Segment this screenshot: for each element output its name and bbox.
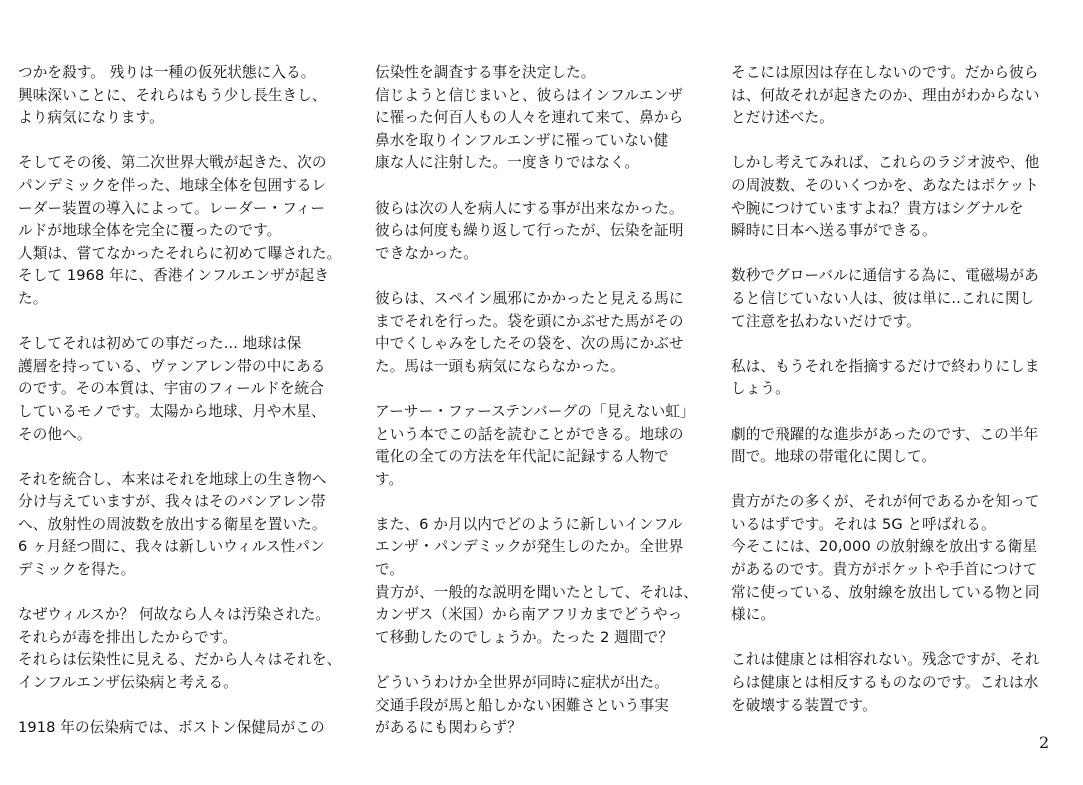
- paragraph: これは健康とは相容れない。残念ですが、それ らは健康とは相反するものなのです。これは水 を破壊する装置です。: [731, 651, 1040, 714]
- paragraph: 1918 年の伝染病では、ボストン保健局がこの: [18, 719, 325, 737]
- text-column-3: [731, 62, 1071, 717]
- text-column-1: [18, 62, 358, 740]
- paragraph: 伝染性を調査する事を決定した。 信じようと信じまいと、彼らはインフルエンザ に罹った何百人もの人々を連れて来て、鼻から 鼻水を取りインフルエンザに罹っていない健 康な人に注射した。一度きりではなく。: [375, 64, 684, 172]
- paragraph: 劇的で飛躍的な進歩があったのです、この半年 間で。地球の帯電化に関して。: [731, 425, 1039, 466]
- paragraph: 私は、もうそれを指摘するだけで終わりにしま しょう。: [731, 357, 1040, 398]
- paragraph: 彼らは、スペイン風邪にかかったと見える馬に までそれを行った。袋を頭にかぶせた馬がその 中でくしゃみをしたその袋を、次の馬にかぶせ た。馬は一頭も病気にならなかった。: [375, 289, 684, 375]
- paragraph: つかを殺す。 残りは一種の仮死状態に入る。 興味深いことに、それらはもう少し長生きし、 より病気になります。: [18, 64, 327, 127]
- paragraph: そしてそれは初めての事だった... 地球は保 護層を持っている、ヴァンアレン帯の中にある のです。その本質は、宇宙のフィールドを統合 しているモノです。太陽から地球、月や木星、 その他へ。: [18, 335, 326, 443]
- paragraph: しかし考えてみれば、これらのラジオ波や、他 の周波数、そのいくつかを、あなたはポケット や腕につけていますよね？貴方はシグナルを 瞬時に日本へ送る事ができる。: [731, 154, 1040, 240]
- paragraph: 彼らは次の人を病人にする事が出来なかった。 彼らは何度も繰り返して行ったが、伝染を証明 できなかった。: [375, 199, 684, 262]
- page-number: 2: [1039, 733, 1050, 752]
- paragraph: どういうわけか全世界が同時に症状が出た。 交通手段が馬と船しかない困難さという事実 があるにも関わらず？: [375, 674, 669, 737]
- paragraph: 数秒でグローバルに通信する為に、電磁場があ ると信じていない人は、彼は単に..これに関し て注意を払わないだけです。: [731, 267, 1039, 330]
- paragraph: それを統合し、本来はそれを地球上の生き物へ 分け与えていますが、我々はそのバンアレン帯 へ、放射性の周波数を放出する衛星を置いた。 6 ヶ月経つ間に、我々は新しいウィルス性パン デミックを得た。: [18, 470, 327, 579]
- paragraph: 貴方がたの多くが、それが何であるかを知って いるはずです。それは 5G と呼ばれる。 今そこには、20,000 の放射線を放出する衛星 があるのです。貴方がポケットや手首につけて 常に使っている、放射線を放出している物と同 様に。: [731, 493, 1040, 624]
- paragraph: そしてその後、第二次世界大戦が起きた、次の パンデミックを伴った、地球全体を包囲するレ ーダー装置の導入によって。レーダー・フィー ルドが地球全体を完全に覆ったのです。 人類は、嘗てなかったそれらに初めて曝された。 そして 1968 年に、香港インフルエンザが起き た。: [18, 154, 342, 307]
- paragraph: なぜウィルスか？ 何故なら人々は汚染された。 それらが毒を排出したからです。 それらは伝染性に見える、だから人々はそれを、 インフルエンザ伝染病と考える。: [18, 606, 342, 692]
- paragraph: また、6 か月以内でどのように新しいインフル エンザ・パンデミックが発生しのたか。全世界 で。 貴方が、一般的な説明を聞いたとして、それは、 カンザス（米国）から南アフリカまでどうやっ て移動したのでしょうか。たった 2 週間で？: [375, 515, 698, 646]
- paragraph: アーサー・ファーステンバーグの「見えない虹」 という本でこの話を読むことができる。地球の 電化の全ての方法を年代記に記録する人物で す。: [375, 402, 695, 488]
- text-column-2: [375, 62, 715, 740]
- paragraph: そこには原因は存在しないのです。だから彼ら は、何故それが起きたのか、理由がわからない とだけ述べた。: [731, 64, 1040, 127]
